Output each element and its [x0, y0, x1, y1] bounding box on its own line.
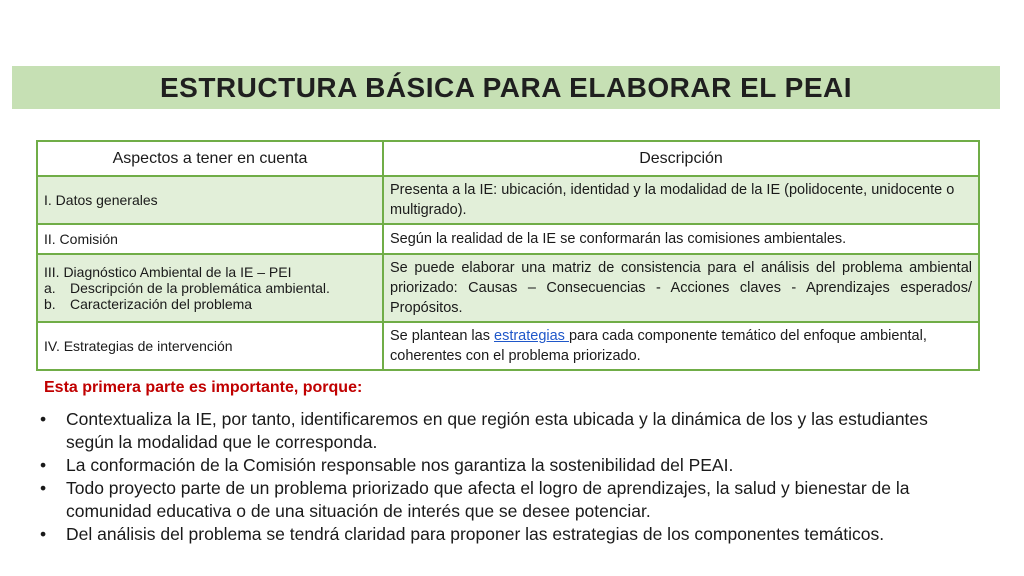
bullet-list — [40, 408, 970, 546]
sublist-marker: b. — [44, 296, 56, 312]
page-title: ESTRUCTURA BÁSICA PARA ELABORAR EL PEAI — [159, 71, 853, 103]
bullet-text: Del análisis del problema se tendrá claridad para proponer las estrategias de los componentes temáticos. — [66, 524, 885, 544]
bullet-marker: • — [40, 524, 47, 544]
bullet-marker: • — [40, 455, 47, 475]
row-aspect: I. Datos generales — [37, 176, 383, 224]
header-aspects: Aspectos a tener en cuenta — [37, 141, 383, 176]
intro-heading: Esta primera parte es importante, porque: — [44, 379, 363, 396]
bullet-text: La conformación de la Comisión responsable nos garantiza la sostenibilidad del PEAI. — [66, 455, 734, 475]
sublist-text: Descripción de la problemática ambiental. — [70, 280, 330, 296]
list-item — [40, 477, 970, 523]
bullet-marker: • — [40, 478, 47, 498]
list-item — [44, 280, 376, 296]
list-item — [40, 454, 970, 477]
bullet-marker: • — [40, 409, 47, 429]
list-item — [40, 523, 970, 546]
bullet-text: Todo proyecto parte de un problema priorizado que afecta el logro de aprendizajes, la salud y bienestar de la comunidad educativa o de una situación de interés que se desee potenciar. — [66, 478, 910, 521]
table-row — [37, 322, 979, 370]
aspects-table — [36, 140, 980, 371]
row-aspect: II. Comisión — [37, 224, 383, 254]
row-description: Según la realidad de la IE se conformarán las comisiones ambientales. — [383, 224, 979, 254]
header-description: Descripción — [383, 141, 979, 176]
row-description: Presenta a la IE: ubicación, identidad y la modalidad de la IE (polidocente, unidocente o multigrado). — [383, 176, 979, 224]
description-text: para cada componente temático del enfoque ambiental, coherentes con el problema priorizado. — [390, 328, 927, 364]
estrategias-link[interactable]: estrategias — [494, 328, 569, 344]
description-text: Se plantean las — [390, 328, 494, 344]
list-item — [44, 296, 376, 312]
row-aspect: IV. Estrategias de intervención — [37, 322, 383, 370]
list-item — [40, 408, 970, 454]
bullet-text: Contextualiza la IE, por tanto, identificaremos en que región esta ubicada y la dinámica de los y las estudiantes según la modalidad que le corresponda. — [66, 409, 928, 452]
row-aspect: III. Diagnóstico Ambiental de la IE – PEI — [44, 264, 292, 280]
row-description — [383, 322, 979, 370]
sublist-text: Caracterización del problema — [70, 296, 253, 312]
aspect-sublist — [44, 280, 376, 312]
table-row — [37, 224, 979, 254]
table-header-row — [37, 141, 979, 176]
row-aspect-group — [37, 254, 383, 322]
row-description: Se puede elaborar una matriz de consistencia para el análisis del problema ambiental priorizado: Causas – Consecuencias - Acciones claves - Aprendizajes esperados/ Propósitos. — [383, 254, 979, 322]
sublist-marker: a. — [44, 280, 56, 296]
title-banner — [12, 66, 1000, 109]
table-row — [37, 176, 979, 224]
table-row — [37, 254, 979, 322]
